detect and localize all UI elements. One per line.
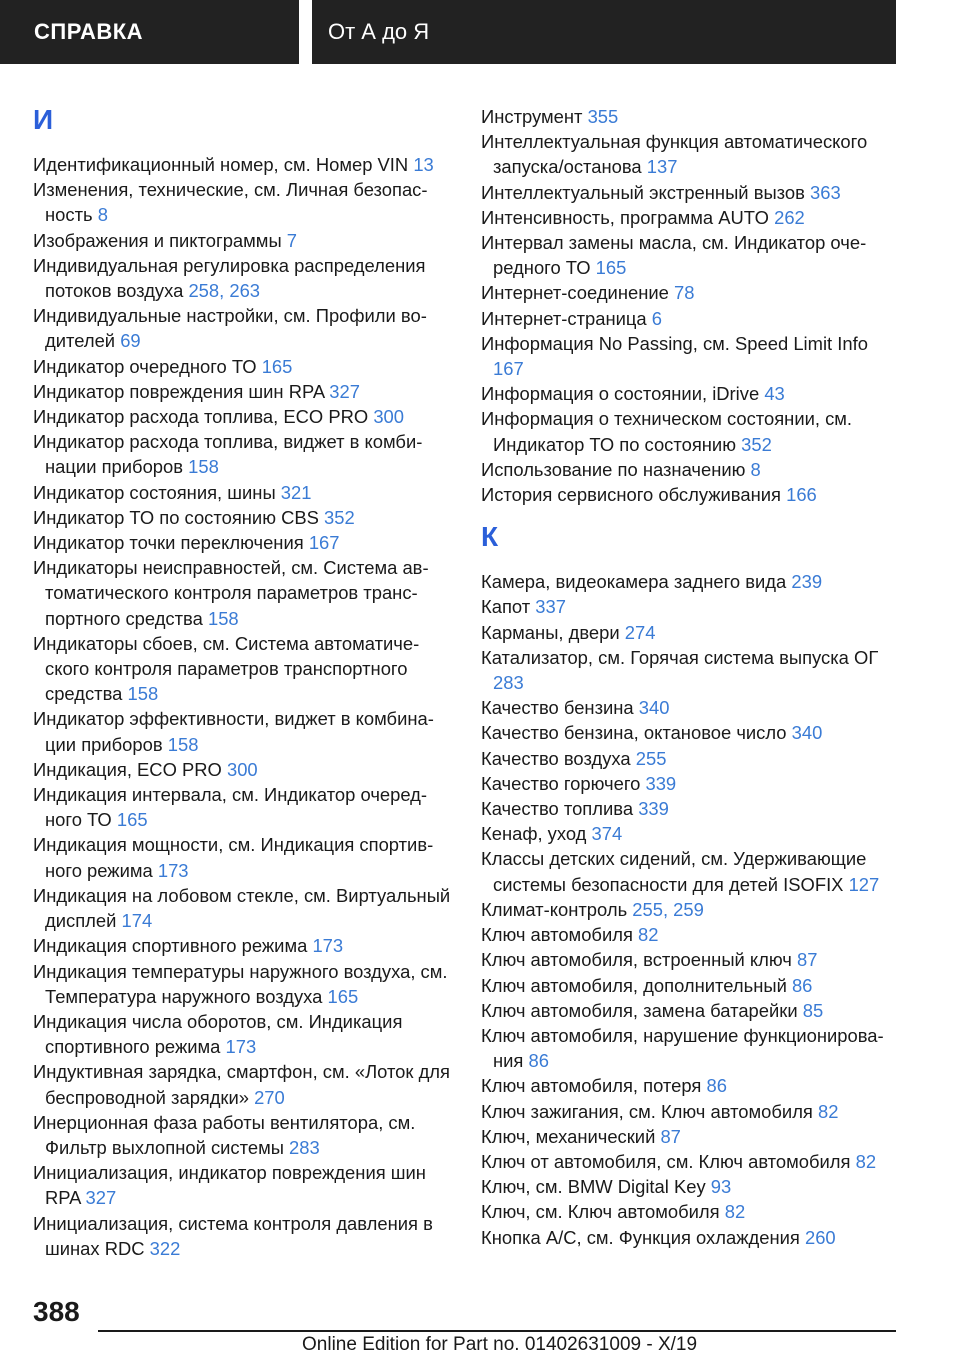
entry-page-link[interactable]: 340 [638,697,670,719]
entry-page-link[interactable]: 158 [207,607,239,629]
footer-divider [98,1330,896,1332]
index-entry [481,695,901,720]
entry-text: Изменения, технические, см. Личная безопасность [33,179,428,226]
index-entry [481,620,901,645]
entry-text: Катализатор, см. Горячая система выпуска ОГ [481,646,879,668]
index-entry [33,757,453,782]
index-entry [481,998,901,1023]
index-entry [33,354,453,379]
entry-page-link[interactable]: 86 [791,974,813,996]
entry-page-link[interactable]: 82 [638,924,659,946]
index-entry [481,947,901,972]
entry-text: Инерционная фаза работы вентилятора, см. Фильтр выхлопной системы [33,1111,416,1158]
index-entry [481,720,901,745]
index-entry [481,331,901,381]
index-list-i-continued [481,104,901,507]
index-entry [33,1059,453,1109]
entry-text: Индикатор очередного ТО [33,355,262,377]
entry-page-link[interactable]: 165 [327,985,359,1007]
index-entry [481,104,901,129]
entry-text: Информация No Passing, см. Speed Limit Info [481,332,868,354]
entry-page-link[interactable]: 165 [595,257,627,279]
entry-page-link[interactable]: 7 [286,229,298,251]
entry-page-link[interactable]: 174 [121,910,153,932]
entry-text: Ключ автомобиля [481,924,639,946]
entry-text: Качество бензина, октановое число [481,722,792,744]
index-entry [481,482,901,507]
index-entry [481,180,901,205]
entry-page-link[interactable]: 137 [646,156,678,178]
index-entry [33,1211,453,1261]
page-number: 388 [33,1296,80,1327]
entry-page-link[interactable]: 167 [308,532,340,554]
entry-page-link[interactable]: 327 [329,380,360,402]
entry-page-link[interactable]: 321 [280,481,312,503]
index-entry [33,631,453,707]
entry-page-link[interactable]: 283 [493,672,524,694]
index-entry [481,280,901,305]
entry-page-link[interactable]: 255, 259 [632,898,704,920]
entry-text: Индикатор расхода топлива, виджет в комбинации приборов [33,431,423,478]
entry-page-link[interactable]: 85 [802,999,824,1021]
entry-text: Индикация мощности, см. Индикация спортивного режима [33,834,434,881]
entry-page-link[interactable]: 167 [493,358,524,380]
entry-text: Инструмент [481,106,588,127]
index-entry [481,129,901,179]
index-entry [33,152,453,177]
entry-page-link[interactable]: 239 [791,571,823,593]
entry-text: Индикатор повреждения шин RPA [33,380,330,402]
entry-page-link[interactable]: 82 [724,1201,746,1223]
entry-page-link[interactable]: 274 [624,621,656,643]
index-entry [33,1160,453,1210]
entry-page-link[interactable]: 352 [741,433,772,455]
index-entry [481,645,901,695]
entry-page-link[interactable]: 374 [591,823,623,845]
topic-tab[interactable]: От А до Я [312,0,896,64]
entry-text: Индикатор ТО по состоянию CBS [33,506,325,528]
entry-page-link[interactable]: 355 [587,106,619,127]
entry-text: Индикация спортивного режима [33,935,313,957]
index-entry [481,1149,901,1174]
entry-text: Индикаторы неисправностей, см. Система автоматического контроля параметров транспортного средства [33,557,429,629]
entry-text: Кенаф, уход [481,823,592,845]
entry-page-link[interactable]: 166 [786,484,817,506]
entry-page-link[interactable]: 82 [818,1100,839,1122]
index-entry [481,1073,901,1098]
index-entry [481,846,901,896]
entry-text: Ключ от автомобиля, см. Ключ автомобиля [481,1150,856,1172]
entry-text: Ключ автомобиля, потеря [481,1075,707,1097]
index-entry [481,594,901,619]
entry-page-link[interactable]: 158 [127,683,159,705]
entry-text: Индикатор эффективности, виджет в комбинации приборов [33,708,434,755]
entry-page-link[interactable]: 283 [289,1136,320,1158]
entry-text: Индикатор состояния, шины [33,481,281,503]
entry-text: Ключ зажигания, см. Ключ автомобиля [481,1100,818,1122]
entry-page-link[interactable]: 8 [750,458,761,480]
entry-page-link[interactable]: 86 [706,1075,727,1097]
entry-text: Индикация на лобовом стекле, см. Виртуальный дисплей [33,884,451,932]
entry-page-link[interactable]: 340 [791,722,823,744]
entry-text: Качество бензина [481,697,639,719]
entry-text: Ключ, механический [481,1125,661,1147]
entry-text: Кнопка A/C, см. Функция охлаждения [481,1226,805,1248]
entry-page-link[interactable]: 270 [254,1086,285,1108]
entry-page-link[interactable]: 300 [226,758,258,780]
index-column-left [33,100,453,1261]
entry-text: Интеллектуальный экстренный вызов [481,181,811,203]
index-letter-i: И [33,104,54,135]
index-letter-k: К [481,521,499,553]
entry-text: Ключ автомобиля, встроенный ключ [481,949,797,971]
index-entry [481,1225,901,1250]
entry-text: Интенсивность, программа AUTO [481,206,775,228]
entry-text: Индикация, ECO PRO [33,758,227,780]
section-tab[interactable]: СПРАВКА [0,0,299,64]
edition-note: Online Edition for Part no. 01402631009 - X/19 [302,1334,698,1355]
entry-text: Камера, видеокамера заднего вида [481,571,792,593]
index-entry [481,205,901,230]
entry-page-link[interactable]: 339 [645,772,677,794]
entry-page-link[interactable]: 258, 263 [188,280,261,302]
index-entry [33,480,453,505]
entry-text: Инициализация, система контроля давления в шинах RDC [33,1212,433,1259]
entry-page-link[interactable]: 8 [97,204,108,226]
entry-page-link[interactable]: 87 [660,1125,681,1147]
entry-text: Индуктивная зарядка, смартфон, см. «Лоток для беспроводной зарядки» [33,1061,450,1108]
entry-text: Интернет-соединение [481,282,674,304]
index-entry [33,303,453,353]
entry-text: Качество воздуха [481,747,636,769]
entry-page-link[interactable]: 363 [810,181,841,203]
index-entry [33,253,453,303]
index-column-right [481,104,901,1250]
entry-text: Ключ автомобиля, дополнительный [481,974,792,996]
entry-text: Интеллектуальная функция автоматического запуска/останова [481,131,868,178]
index-entry [33,505,453,530]
entry-page-link[interactable]: 87 [797,949,818,971]
entry-page-link[interactable]: 43 [764,383,785,405]
index-entry [481,306,901,331]
entry-page-link[interactable]: 165 [116,809,148,831]
index-entry [481,406,901,456]
entry-text: Индикаторы сбоев, см. Система автоматического контроля параметров транспортного средства [33,632,420,705]
index-entry [481,973,901,998]
entry-text: Индивидуальная регулировка распределения потоков воздуха [33,254,426,302]
entry-page-link[interactable]: 173 [225,1036,257,1058]
index-entry [33,379,453,404]
entry-text: Идентификационный номер, см. Номер VIN [33,154,414,175]
entry-page-link[interactable]: 69 [120,330,141,352]
entry-page-link[interactable]: 86 [528,1050,549,1072]
entry-text: Качество топлива [481,798,639,820]
entry-text: Индивидуальные настройки, см. Профили водителей [33,305,427,352]
entry-page-link[interactable]: 322 [149,1237,181,1259]
entry-page-link[interactable]: 173 [157,859,189,881]
entry-text: Индикатор точки переключения [33,532,309,554]
entry-text: Информация о состоянии, iDrive [481,383,765,405]
index-entry [481,1023,901,1073]
entry-text: История сервисного обслуживания [481,484,787,506]
index-list-i [33,152,453,1261]
entry-page-link[interactable]: 339 [638,798,669,820]
entry-text: Ключ автомобиля, замена батарейки [481,999,803,1021]
entry-page-link[interactable]: 260 [804,1226,836,1248]
entry-text: Карманы, двери [481,621,625,643]
index-entry [481,922,901,947]
entry-page-link[interactable]: 173 [312,935,344,957]
index-entry [481,569,901,594]
entry-text: Ключ, см. BMW Digital Key [481,1176,711,1198]
index-entry [33,832,453,882]
index-entry [481,771,901,796]
index-entry [481,1174,901,1199]
entry-page-link[interactable]: 127 [848,873,880,895]
index-entry [33,429,453,479]
index-entry [33,1110,453,1160]
entry-text: Изображения и пиктограммы [33,229,287,251]
page-header [0,0,960,66]
index-entry [481,1124,901,1149]
entry-page-link[interactable]: 352 [324,506,355,528]
entry-page-link[interactable]: 262 [774,206,805,228]
entry-text: Интернет-страница [481,307,652,329]
entry-text: Использование по назначению [481,458,751,480]
index-entry [481,457,901,482]
index-entry [33,555,453,631]
entry-page-link[interactable]: 93 [710,1176,732,1198]
entry-text: Индикация числа оборотов, см. Индикация спортивного режима [33,1010,403,1058]
entry-text: Классы детских сидений, см. Удерживающие системы безопасности для детей ISOFIX [481,848,867,895]
entry-page-link[interactable]: 165 [261,355,293,377]
index-entry [33,782,453,832]
index-list-k [481,569,901,1249]
entry-text: Ключ, см. Ключ автомобиля [481,1201,725,1223]
index-entry [481,746,901,771]
entry-text: Климат-контроль [481,898,633,920]
index-entry [481,796,901,821]
entry-text: Капот [481,596,536,618]
index-entry [481,1199,901,1224]
index-entry [33,706,453,756]
entry-text: Информация о техническом состоянии, см. Индикатор ТО по состоянию [481,408,853,455]
entry-page-link[interactable]: 158 [188,456,219,478]
entry-page-link[interactable]: 327 [85,1187,117,1209]
entry-text: Инициализация, индикатор повреждения шин RPA [33,1162,426,1209]
index-entry [481,897,901,922]
entry-text: Индикация интервала, см. Индикатор очередного ТО [33,784,428,831]
index-entry [33,959,453,1009]
entry-text: Интервал замены масла, см. Индикатор очередного ТО [481,232,867,279]
index-entry [33,1009,453,1059]
entry-text: Индикатор расхода топлива, ECO PRO [33,406,374,428]
entry-page-link[interactable]: 337 [535,596,566,618]
entry-page-link[interactable]: 78 [673,282,695,304]
index-entry [33,883,453,933]
index-entry [33,228,453,253]
entry-page-link[interactable]: 255 [635,747,667,769]
index-entry [33,404,453,429]
index-entry [481,381,901,406]
entry-page-link[interactable]: 13 [413,154,434,175]
index-entry [33,530,453,555]
index-entry [481,1099,901,1124]
entry-text: Индикация температуры наружного воздуха, см. Температура наружного воздуха [33,960,448,1007]
entry-text: Ключ автомобиля, нарушение функционирования [481,1024,884,1072]
index-entry [481,230,901,280]
entry-page-link[interactable]: 6 [651,307,662,329]
index-entry [33,177,453,227]
index-entry [481,821,901,846]
entry-page-link[interactable]: 158 [167,733,199,755]
entry-page-link[interactable]: 300 [373,406,404,428]
index-entry [33,933,453,958]
entry-page-link[interactable]: 82 [855,1150,877,1172]
entry-text: Качество горючего [481,772,646,794]
